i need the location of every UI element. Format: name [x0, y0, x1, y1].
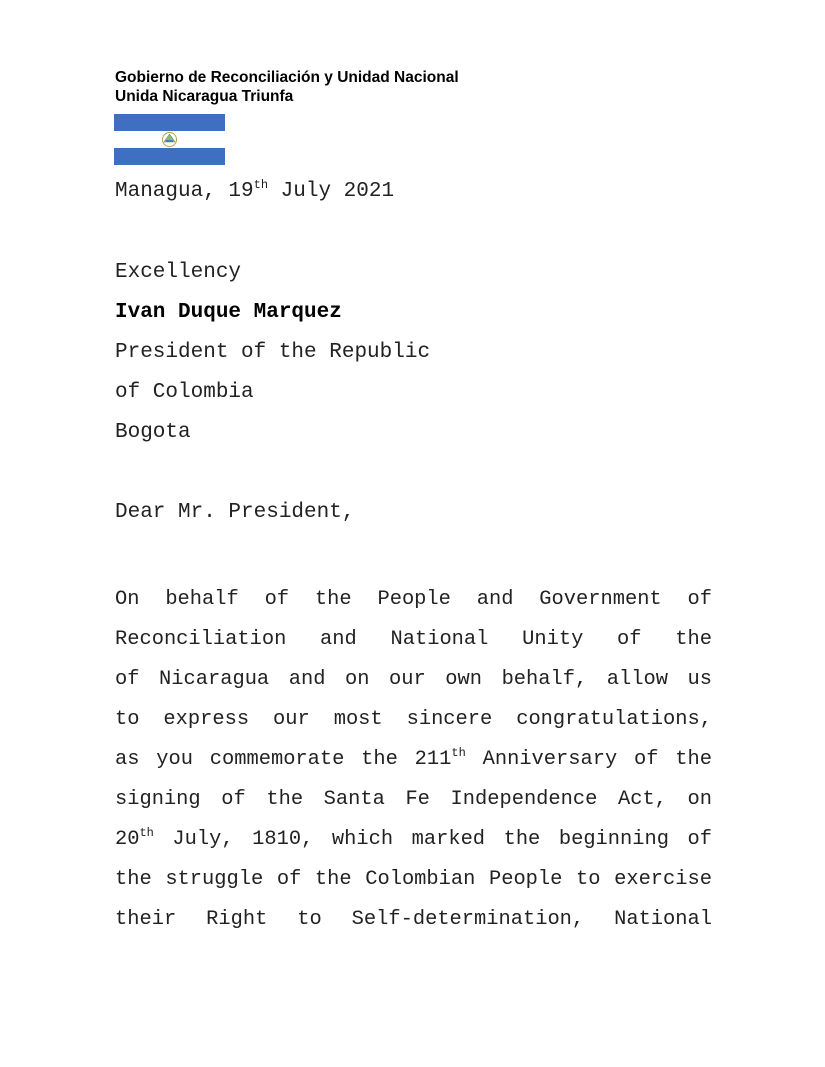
dateline-ordinal: th: [253, 178, 269, 192]
letterhead: [115, 68, 459, 106]
recipient-city: Bogota: [115, 421, 191, 444]
greeting: Dear Mr. President,: [115, 501, 355, 524]
ordinal-suffix: th: [139, 826, 154, 841]
nicaragua-flag-icon: [114, 114, 225, 165]
recipient-position-line2: of Colombia: [115, 381, 254, 404]
dateline: [115, 180, 394, 204]
dateline-rest: July 2021: [268, 180, 395, 203]
letterhead-government-name: Gobierno de Reconciliación y Unidad Nacional: [115, 69, 459, 86]
letter-body-paragraph: [115, 580, 712, 940]
ordinal-suffix: th: [451, 746, 466, 761]
dateline-prefix: Managua, 19: [115, 180, 254, 203]
paragraph-line: the struggle of the Colombian People to exercise: [115, 868, 712, 891]
recipient-title: Excellency: [115, 261, 242, 284]
paragraph-line: signing of the Santa Fe Independence Act, on: [115, 788, 712, 811]
paragraph-line: Reconciliation and National Unity of the: [115, 628, 712, 651]
paragraph-text: July, 1810, which marked the beginning of: [153, 828, 712, 851]
recipient-position-line1: President of the Republic: [115, 341, 431, 364]
paragraph-text: as you commemorate the 211: [115, 748, 452, 771]
paragraph-line: On behalf of the People and Government of: [115, 588, 712, 611]
paragraph-line: their Right to Self-determination, National: [115, 908, 712, 931]
paragraph-text: 20: [115, 828, 140, 851]
recipient-name: Ivan Duque Marquez: [115, 301, 342, 324]
paragraph-line: [115, 820, 712, 860]
paragraph-line: [115, 740, 712, 780]
paragraph-text: Anniversary of the: [465, 748, 712, 771]
letterhead-slogan: Unida Nicaragua Triunfa: [115, 88, 294, 105]
paragraph-line: to express our most sincere congratulations,: [115, 708, 712, 731]
paragraph-line: of Nicaragua and on our own behalf, allow us: [115, 668, 712, 691]
